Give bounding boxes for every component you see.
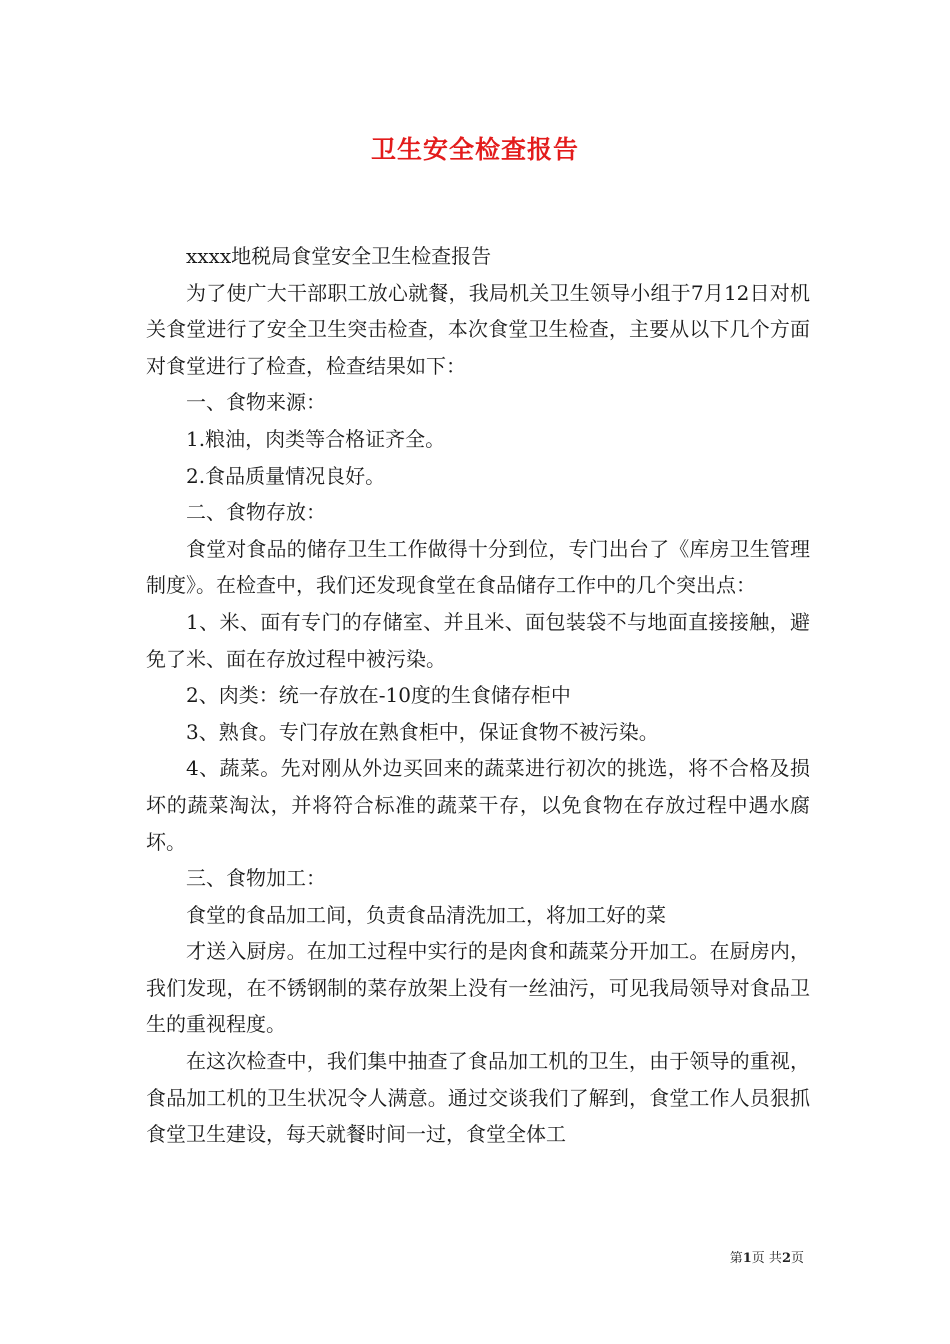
footer-prefix: 第 xyxy=(729,1251,743,1266)
footer-total-pages: 2 xyxy=(781,1251,791,1266)
list-item: 2.食品质量情况良好。 xyxy=(186,463,386,488)
list-item: 1、米、面有专门的存储室、并且米、面包装袋不与地面直接接触，避免了米、面在存放过程中被污染。 xyxy=(146,609,810,671)
footer-middle: 页 共 xyxy=(751,1251,782,1266)
paragraph: 在这次检查中，我们集中抽查了食品加工机的卫生，由于领导的重视，食品加工机的卫生状况令人满意。通过交谈我们了解到，食堂工作人员狠抓食堂卫生建设，每天就餐时间一过，食堂全体工 xyxy=(146,1049,810,1147)
paragraph: 为了使广大干部职工放心就餐，我局机关卫生领导小组于7月12日对机关食堂进行了安全卫生突击检查，本次食堂卫生检查，主要从以下几个方面对食堂进行了检查，检查结果如下： xyxy=(146,280,810,378)
section-heading-food-processing: 三、食物加工： xyxy=(186,866,326,891)
paragraph-subtitle: xxxx地税局食堂安全卫生检查报告 xyxy=(186,244,492,268)
page-number-footer xyxy=(730,1247,804,1266)
section-heading-food-storage: 二、食物存放： xyxy=(186,500,326,525)
paragraph: 才送入厨房。在加工过程中实行的是肉食和蔬菜分开加工。在厨房内，我们发现，在不锈钢制的菜存放架上没有一丝油污，可见我局领导对食品卫生的重视程度。 xyxy=(146,939,810,1037)
footer-suffix: 页 xyxy=(790,1251,804,1266)
paragraph: 食堂的食品加工间，负责食品清洗加工，将加工好的菜 xyxy=(186,902,666,927)
document-body xyxy=(146,238,810,1153)
list-item: 2、肉类：统一存放在-10度的生食储存柜中 xyxy=(186,683,571,708)
section-heading-food-source: 一、食物来源： xyxy=(186,390,326,415)
paragraph: 食堂对食品的储存卫生工作做得十分到位，专门出台了《库房卫生管理制度》。在检查中，我们还发现食堂在食品储存工作中的几个突出点： xyxy=(146,536,810,598)
footer-current-page: 1 xyxy=(742,1251,752,1266)
document-title: 卫生安全检查报告 xyxy=(370,135,579,164)
list-item: 3、熟食。专门存放在熟食柜中，保证食物不被污染。 xyxy=(186,719,659,744)
list-item: 1.粮油，肉类等合格证齐全。 xyxy=(186,426,446,451)
list-item: 4、蔬菜。先对刚从外边买回来的蔬菜进行初次的挑选，将不合格及损坏的蔬菜淘汰，并将符合标准的蔬菜干存，以免食物在存放过程中遇水腐坏。 xyxy=(146,756,810,854)
